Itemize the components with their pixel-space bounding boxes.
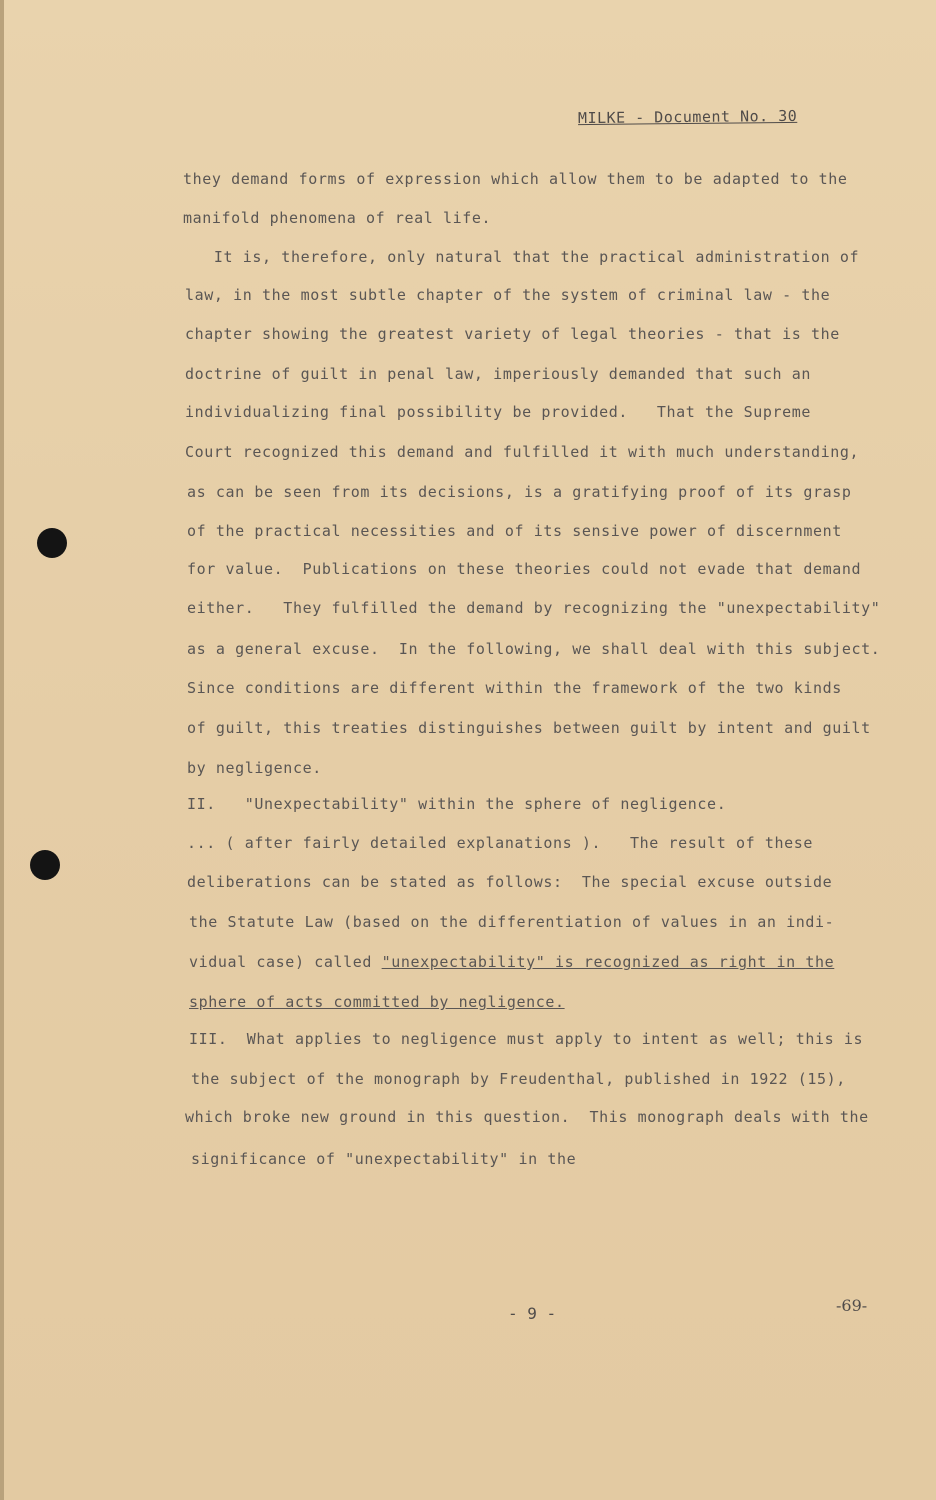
text-line-with-underline	[189, 953, 834, 971]
document-reference: MILKE - Document No. 30	[577, 106, 798, 128]
text-line: individualizing final possibility be provided. That the Supreme	[185, 403, 811, 421]
text-line: of the practical necessities and of its sensive power of discernment	[187, 522, 842, 540]
underlined-phrase: "unexpectability" is recognized as right in the	[381, 953, 835, 971]
text-line: chapter showing the greatest variety of legal theories - that is the	[185, 325, 840, 343]
section-heading-ii: II. "Unexpectability" within the sphere of negligence.	[187, 795, 727, 813]
punch-hole-top	[37, 528, 67, 558]
text-line: either. They fulfilled the demand by recognizing the "unexpectability"	[187, 599, 881, 617]
text-line: as can be seen from its decisions, is a gratifying proof of its grasp	[187, 483, 852, 501]
text-segment: vidual case) called	[189, 953, 382, 971]
text-line: It is, therefore, only natural that the practical administration of	[185, 248, 860, 266]
text-line: they demand forms of expression which allow them to be adapted to the	[183, 170, 848, 188]
text-line: as a general excuse. In the following, we shall deal with this subject.	[187, 640, 881, 658]
text-line: significance of "unexpectability" in the	[191, 1150, 577, 1168]
text-line: Since conditions are different within the framework of the two kinds	[187, 679, 842, 697]
text-line: manifold phenomena of real life.	[183, 209, 492, 227]
page-edge	[0, 0, 4, 1500]
stamp-number: -69-	[836, 1296, 868, 1315]
text-line: doctrine of guilt in penal law, imperiously demanded that such an	[185, 365, 811, 383]
text-line: the subject of the monograph by Freudenthal, published in 1922 (15),	[191, 1070, 846, 1088]
text-line: by negligence.	[187, 759, 322, 777]
text-line: ... ( after fairly detailed explanations ). The result of these	[187, 834, 813, 852]
text-line: Court recognized this demand and fulfilled it with much understanding,	[185, 443, 860, 461]
text-line: deliberations can be stated as follows: The special excuse outside	[187, 873, 833, 891]
text-line: which broke new ground in this question. This monograph deals with the	[185, 1108, 869, 1126]
punch-hole-bottom	[30, 850, 60, 880]
text-line: law, in the most subtle chapter of the system of criminal law - the	[185, 286, 831, 304]
underlined-line: sphere of acts committed by negligence.	[189, 993, 565, 1011]
text-line: of guilt, this treaties distinguishes between guilt by intent and guilt	[187, 719, 871, 737]
page-number: - 9 -	[508, 1304, 557, 1323]
section-heading-iii: III. What applies to negligence must apply to intent as well; this is	[189, 1030, 864, 1048]
text-line: for value. Publications on these theories could not evade that demand	[187, 560, 862, 578]
text-line: the Statute Law (based on the differentiation of values in an indi-	[189, 913, 835, 931]
